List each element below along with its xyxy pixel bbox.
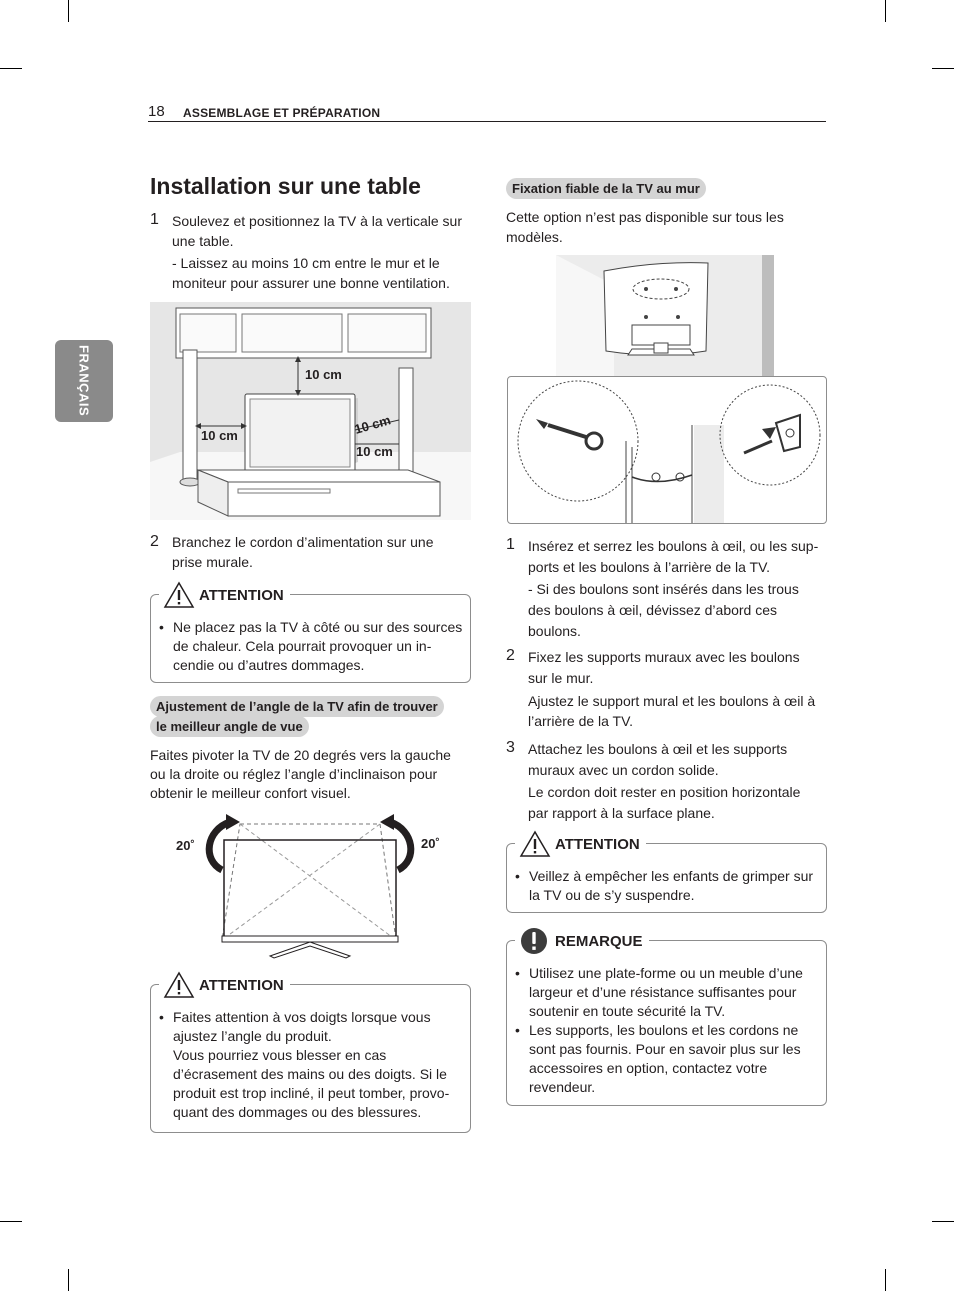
header-rule [148,121,826,122]
paragraph: Faites pivoter la TV de 20 degrés vers la gauche ou la droite ou réglez l’angle d’inclinaison pour obtenir le meilleur confort visuel. [150,747,451,801]
attention-header [515,830,646,858]
section-heading: Ajustement de l’angle de la TV afin de trouver [150,696,444,717]
attention-bullet: • Veillez à empêcher les enfants de grimper sur la TV ou de s’y suspendre. [507,867,819,905]
note-box [506,932,827,1106]
step-number: 1 [506,536,515,553]
section-heading: Fixation fiable de la TV au mur [506,178,706,199]
page-number: 18 [148,103,165,120]
note-list [507,964,807,1097]
step-number: 1 [150,211,159,228]
step-text: Attachez les boulons à œil et les supports muraux avec un cordon solide. [528,741,788,778]
note-bullet: • Utilisez une plate-forme ou un meuble d’une largeur et d’une résistance suffisantes pour soutenir en toute sécurité la TV. [507,964,807,1021]
page-title: Installation sur une table [150,173,421,199]
language-tab [55,340,113,422]
attention-box [506,835,827,913]
language-label: FRANÇAIS [76,345,92,417]
bolts-figure [508,377,826,523]
crop-mark [932,68,954,69]
attention-header [159,971,290,999]
tv-swivel-illustration [170,810,450,970]
step-text: Fixez les supports muraux avec les boulons sur le mur. [528,649,800,686]
section-heading: le meilleur angle de vue [150,716,309,737]
step-extra: Ajustez le support mural et les boulons à œil à l’arrière de la TV. [528,693,816,729]
section-title: ASSEMBLAGE ET PRÉPARATION [183,106,381,120]
crop-mark [932,1221,954,1222]
warning-icon [519,830,551,858]
attention-bullet: • Ne placez pas la TV à côté ou sur des sources de chaleur. Cela pourrait provoquer un in- cendie ou d’autres dommages. [151,618,463,675]
step-text: Insérez et serrez les boulons à œil, ou les sup- ports et les boulons à l’arrière de la TV. [528,538,819,575]
note-title: REMARQUE [555,932,643,950]
attention-title: ATTENTION [199,586,284,604]
note-header [515,926,649,956]
step-number: 2 [150,533,159,550]
crop-mark [0,1221,22,1222]
step-number: 2 [506,647,515,664]
warning-icon [163,971,195,999]
dimension-label: 10 cm [356,444,393,459]
crop-mark [68,1269,69,1291]
step-text: Branchez le cordon d’alimentation sur une prise murale. [172,534,434,570]
step-extra: Le cordon doit rester en position horizontale par rapport à la surface plane. [528,784,801,821]
attention-title: ATTENTION [555,835,640,853]
attention-header [159,581,290,609]
attention-box [150,586,471,683]
dimension-label: 10 cm [201,428,238,443]
tv-back-illustration [556,255,774,376]
bullet-line: • Faites attention à vos doigts lorsque vous ajustez l’angle du produit. [173,1009,431,1044]
crop-mark [0,68,22,69]
attention-title: ATTENTION [199,976,284,994]
dimension-label: 10 cm [305,367,342,382]
step-text: Soulevez et positionnez la TV à la verticale sur une table. [172,213,463,249]
crop-mark [68,0,69,22]
warning-icon [163,581,195,609]
exclamation-icon [519,926,549,956]
crop-mark [885,0,886,22]
crop-mark [885,1269,886,1291]
attention-box [150,976,471,1133]
dimension-label: 10 cm [352,412,393,437]
note-bullet: • Les supports, les boulons et les cordons ne sont pas fournis. Pour en savoir plus sur les accessoires en option, contactez votre revendeur. [507,1021,807,1097]
step-number: 3 [506,739,515,756]
angle-label-right: 20˚ [421,836,440,851]
step-subtext: - Si des boulons sont insérés dans les trous des boulons à œil, dévissez d’abord ces boulons. [528,581,799,639]
tv-table-illustration [150,302,471,520]
paragraph: Cette option n’est pas disponible sur tous les modèles. [506,209,784,245]
attention-bullet [151,1008,458,1122]
bullet-line: Vous pourriez vous blesser en cas d’écrasement des mains ou des doigts. Si le produit est trop incliné, il peut tomber, provo- quant des dommages ou des blessures. [173,1047,450,1120]
angle-label-left: 20˚ [176,838,195,853]
wall-bolts-illustration [507,376,827,524]
step-subtext: - Laissez au moins 10 cm entre le mur et le moniteur pour assurer une bonne ventilation. [172,255,450,291]
